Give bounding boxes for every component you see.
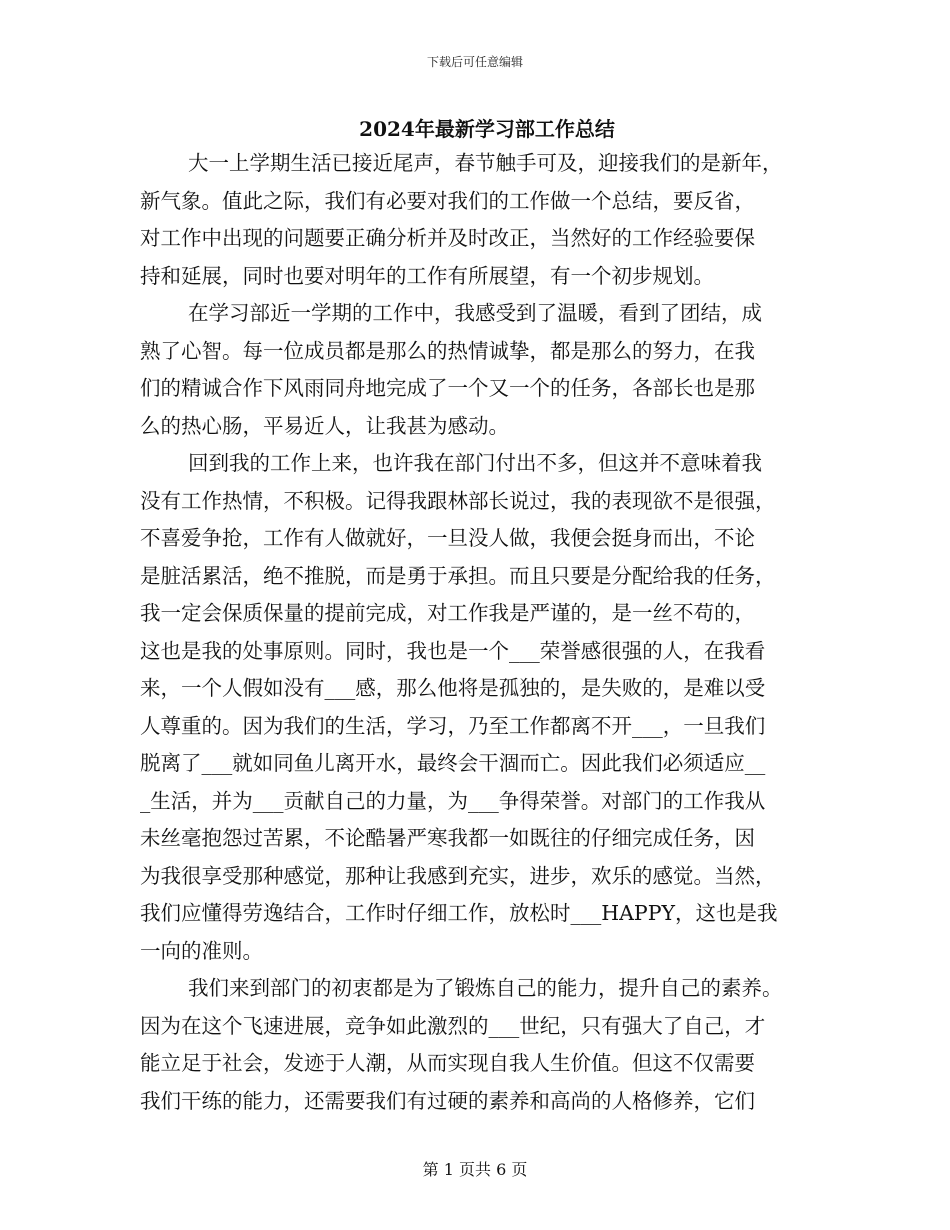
- paragraph-line: 不喜爱争抢，工作有人做就好，一旦没人做，我便会挺身而出，不论: [140, 526, 755, 550]
- paragraph-line: 脱离了___就如同鱼儿离开水，最终会干涸而亡。因此我们必须适应__: [140, 751, 766, 775]
- paragraph-line: 我一定会保质保量的提前完成，对工作我是严谨的，是一丝不苟的，: [140, 601, 755, 625]
- document-title: 2024年最新学习部工作总结: [359, 117, 615, 141]
- paragraph-line: 我们来到部门的初衷都是为了锻炼自己的能力，提升自己的素养。: [188, 976, 783, 1000]
- paragraph-line: 回到我的工作上来，也许我在部门付出不多，但这并不意味着我: [188, 451, 762, 475]
- paragraph-line: 我们应懂得劳逸结合，工作时仔细工作，放松时___HAPPY，这也是我: [140, 901, 778, 925]
- paragraph-line: 们的精诚合作下风雨同舟地完成了一个又一个的任务，各部长也是那: [140, 376, 755, 400]
- paragraph-line: 在学习部近一学期的工作中，我感受到了温暖，看到了团结，成: [188, 301, 762, 325]
- paragraph-line: 新气象。值此之际，我们有必要对我们的工作做一个总结，要反省，: [140, 188, 755, 213]
- paragraph-line: 熟了心智。每一位成员都是那么的热情诚挚，都是那么的努力，在我: [140, 338, 755, 363]
- page-number: 第 1 页共 6 页: [422, 1160, 528, 1179]
- paragraph-line: 能立足于社会，发迹于人潮，从而实现自我人生价值。但这不仅需要: [140, 1051, 755, 1075]
- paragraph-line: 么的热心肠，平易近人，让我甚为感动。: [140, 413, 509, 438]
- paragraph-line: 我们干练的能力，还需要我们有过硬的素养和高尚的人格修养，它们: [140, 1088, 755, 1113]
- paragraph-line: 没有工作热情，不积极。记得我跟林部长说过，我的表现欲不是很强，: [140, 488, 776, 513]
- paragraph-line: _生活，并为___贡献自己的力量，为___争得荣誉。对部门的工作我从: [140, 788, 766, 813]
- paragraph-1: [140, 145, 812, 295]
- page-header-note: 下载后可任意编辑: [426, 55, 523, 69]
- paragraph-line: 是脏活累活，绝不推脱，而是勇于承担。而且只要是分配给我的任务，: [140, 563, 776, 588]
- paragraph-2: [140, 295, 812, 445]
- paragraph-line: 持和延展，同时也要对明年的工作有所展望，有一个初步规划。: [140, 263, 714, 288]
- paragraph-line: 来，一个人假如没有___感，那么他将是孤独的，是失败的，是难以受: [140, 676, 766, 700]
- paragraph-line: 这也是我的处事原则。同时，我也是一个___荣誉感很强的人，在我看: [140, 638, 766, 663]
- paragraph-line: 大一上学期生活已接近尾声，春节触手可及，迎接我们的是新年，: [188, 151, 783, 175]
- paragraph-line: 因为在这个飞速进展，竞争如此激烈的___世纪，只有强大了自己，才: [140, 1013, 766, 1038]
- paragraph-line: 未丝毫抱怨过苦累，不论酷暑严寒我都一如既往的仔细完成任务，因: [140, 826, 755, 850]
- paragraph-line: 对工作中出现的问题要正确分析并及时改正，当然好的工作经验要保: [140, 226, 755, 250]
- paragraph-line: 人尊重的。因为我们的生活，学习，乃至工作都离不开___，一旦我们: [140, 713, 766, 738]
- paragraph-4: [140, 970, 812, 1120]
- paragraph-line: 一向的准则。: [140, 938, 263, 963]
- document-body: [140, 113, 812, 1120]
- paragraph-3: [140, 445, 812, 970]
- paragraph-line: 为我很享受那种感觉，那种让我感到充实，进步，欢乐的感觉。当然，: [140, 863, 776, 888]
